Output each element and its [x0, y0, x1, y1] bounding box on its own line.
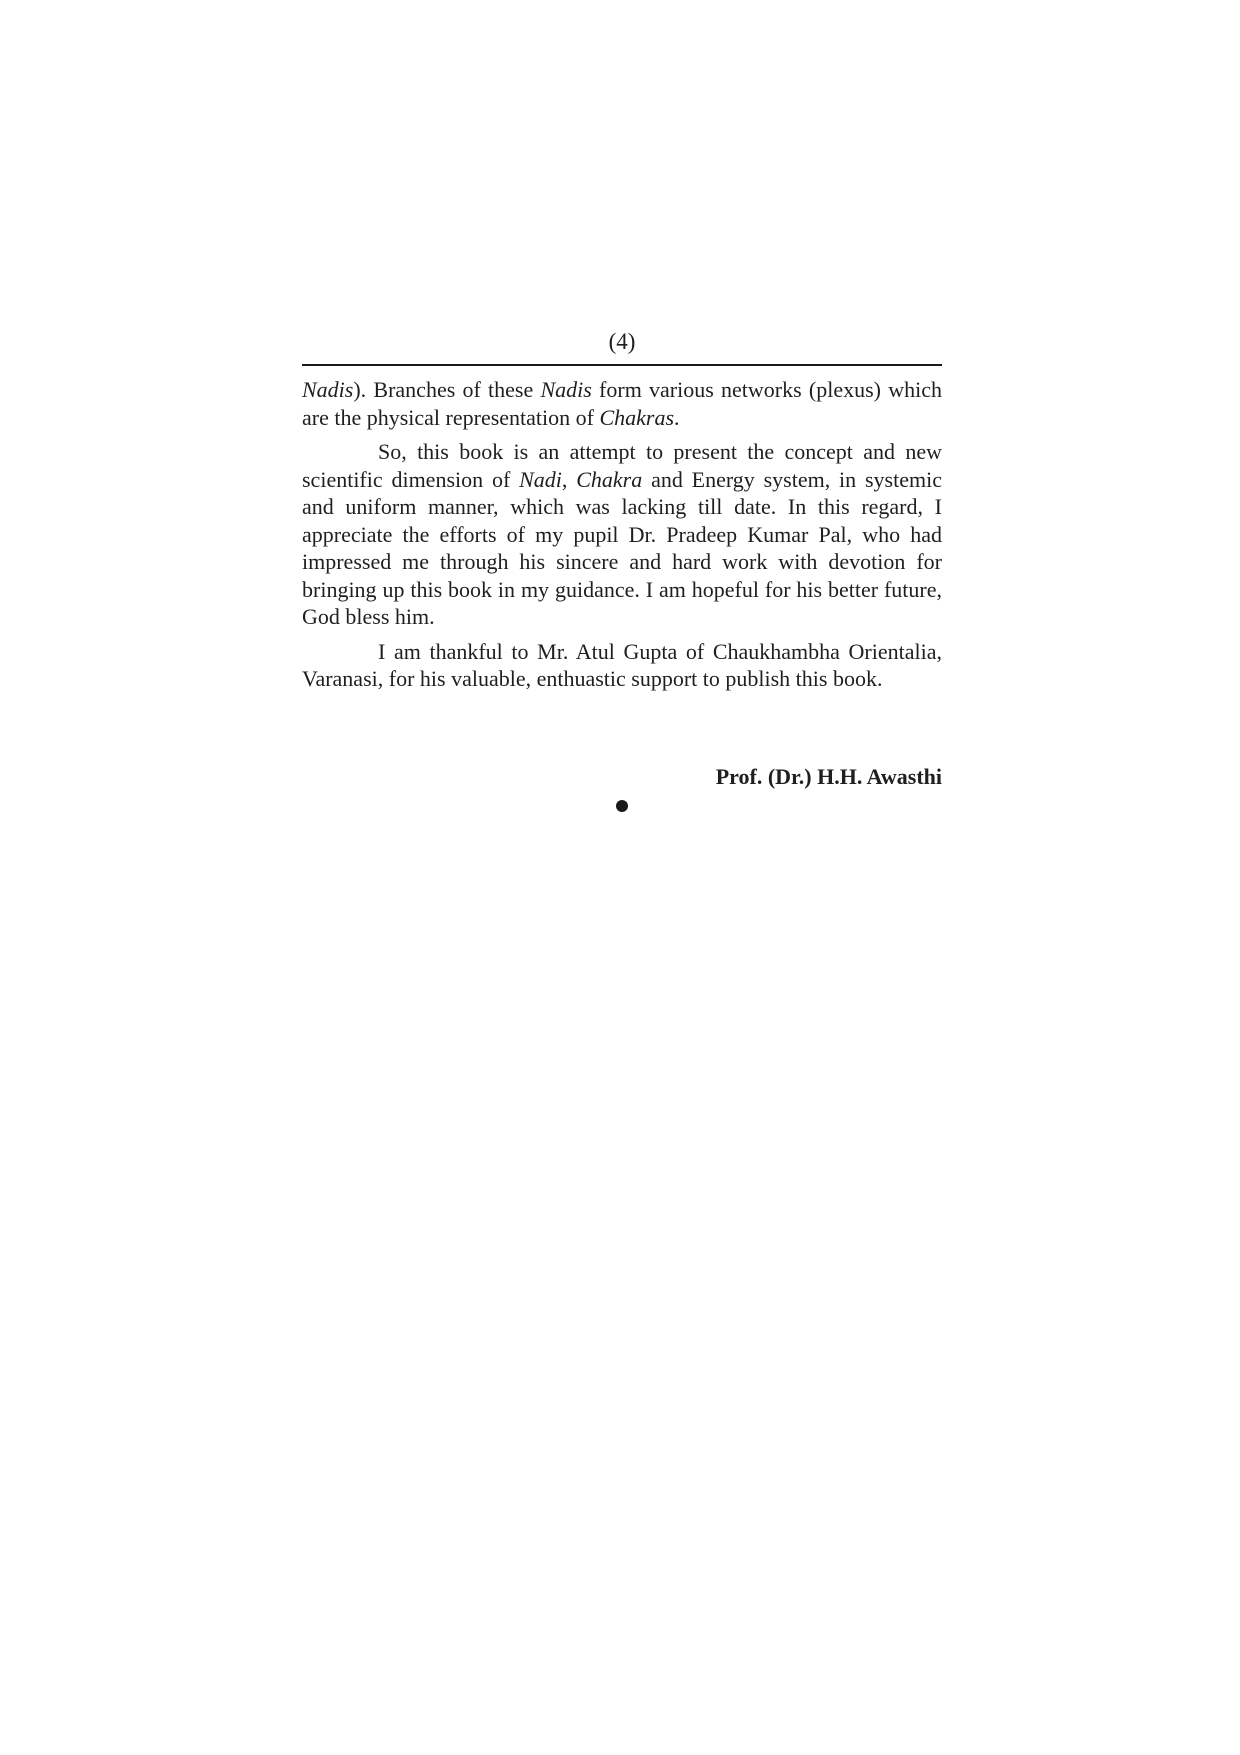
paragraph-2-seg-3: Chakra — [576, 466, 643, 492]
author-signature: Prof. (Dr.) H.H. Awasthi — [715, 763, 942, 789]
paragraph-3 — [302, 638, 942, 693]
document-page — [302, 326, 942, 819]
page-number: (4) — [608, 329, 636, 354]
paragraph-1-seg-4: Chakras — [599, 404, 675, 430]
paragraph-2-seg-1: Nadi — [519, 466, 562, 492]
header-rule — [302, 364, 942, 366]
paragraph-2 — [302, 438, 942, 631]
paragraph-3-seg-0: I am thankful to Mr. Atul Gupta of Chaukhambha Orientalia, Varanasi, for his valuable, enthuastic support to publish this book. — [302, 638, 942, 691]
paragraph-1 — [302, 376, 942, 431]
paragraph-2-seg-4: and Energy system, in systemic and uniform manner, which was lacking till date. In this regard, I appreciate the efforts of my pupil Dr. Pradeep Kumar Pal, who had impressed me through his sincere and hard work with devotion for bringing up this book in my guidance. I am hopeful for his better future, God bless him. — [302, 466, 942, 629]
paragraph-1-seg-5: . — [674, 404, 680, 430]
end-mark — [302, 799, 942, 819]
paragraph-1-seg-0: Nadis — [302, 377, 354, 402]
paragraph-1-seg-2: Nadis — [540, 377, 592, 402]
end-bullet-icon — [616, 800, 628, 812]
paragraph-1-seg-3: form various networks (plexus) which are the physical representation of — [302, 377, 942, 430]
paragraph-2-seg-2: , — [561, 466, 577, 492]
paragraph-1-seg-1: ). Branches of these — [353, 377, 541, 402]
paragraph-2-seg-0: So, this book is an attempt to present the concept and new scientific dimension of — [302, 439, 942, 492]
